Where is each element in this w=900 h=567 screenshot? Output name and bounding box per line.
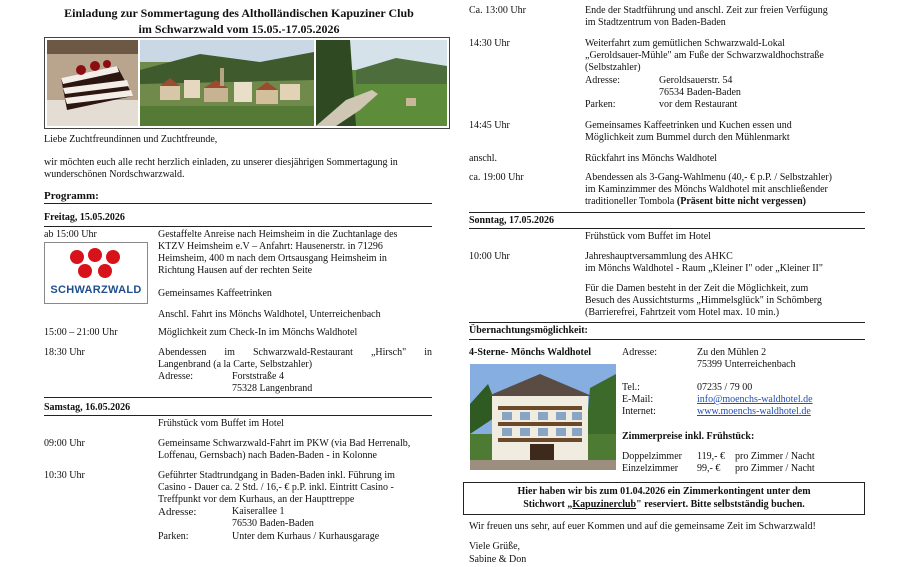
saturday-time-1: 09:00 Uhr (44, 438, 85, 449)
friday-desc-1-line-3: Heimsheim, 400 m nach dem Ortsausgang Heimsheim in (158, 253, 387, 264)
saturday-time-6: anschl. (469, 153, 498, 164)
friday-desc-4: Möglichkeit zum Check-In im Mönchs Waldhotel (158, 327, 358, 338)
notice-suffix: " reserviert. Bitte selbstständig buchen. (636, 499, 805, 510)
programm-heading: Programm: (44, 190, 99, 202)
booking-notice-line-2 (464, 499, 864, 512)
saturday-time-2: 10:30 Uhr (44, 470, 85, 481)
double-room-unit: pro Zimmer / Nacht (735, 451, 815, 462)
saturday-address-1: Kaiserallee 1 (232, 506, 285, 517)
saturday-time-5: 14:45 Uhr (469, 120, 510, 131)
greeting: Liebe Zuchtfreundinnen und Zuchtfreunde, (44, 134, 218, 145)
saturday-desc-3-line-2: im Stadtzentrum von Baden-Baden (585, 17, 726, 28)
saturday-desc-6: Rückfahrt ins Mönchs Waldhotel (585, 153, 718, 164)
single-room-label: Einzelzimmer (622, 463, 679, 474)
friday-desc-1-line-2: KTZV Heimsheim e.V – Anfahrt: Hausenerstr. in 71296 (158, 241, 383, 252)
intro-line-1: wir möchten euch alle recht herzlich einladen, zu unserer diesjährigen Sommertagung in (44, 157, 398, 168)
hotel-web-link[interactable]: www.moenchs-waldhotel.de (697, 406, 811, 417)
signature: Sabine & Don (469, 554, 527, 565)
saturday-time-7: ca. 19:00 Uhr (469, 172, 524, 183)
single-room-unit: pro Zimmer / Nacht (735, 463, 815, 474)
friday-desc-1-line-1: Gestaffelte Anreise nach Heimsheim in die Zuchtanlage des (158, 229, 398, 240)
accommodation-heading: Übernachtungsmöglichkeit: (469, 325, 588, 336)
friday-time-1: ab 15:00 Uhr (44, 229, 97, 240)
sunday-desc-0: Frühstück vom Buffet im Hotel (585, 231, 711, 242)
booking-notice-box (463, 482, 865, 515)
saturday-time-3: Ca. 13:00 Uhr (469, 5, 526, 16)
friday-time-5: 18:30 Uhr (44, 347, 85, 358)
cake-photo (47, 40, 138, 126)
single-room-price: 99,- € (697, 463, 721, 474)
saturday-desc-5-line-2: Möglichkeit zum Bummel durch den Mühlenmarkt (585, 132, 790, 143)
saturday-desc-5-line-1: Gemeinsames Kaffeetrinken und Kuchen essen und (585, 120, 792, 131)
saturday-desc-7-line-2: im Kaminzimmer des Mönchs Waldhotel mit anschließender (585, 184, 828, 195)
sunday-desc-2-line-1: Für die Damen besteht in der Zeit die Möglichkeit, zum (585, 283, 809, 294)
saturday-desc-3-line-1: Ende der Stadtführung und anschl. Zeit zur freien Verfügung (585, 5, 828, 16)
schwarzwald-logo (44, 242, 148, 304)
saturday-desc-1-line-1: Gemeinsame Schwarzwald-Fahrt im PKW (via Bad Herrenalb, (158, 438, 411, 449)
hotel-email-label: E-Mail: (622, 394, 654, 405)
sunday-desc-1-line-1: Jahreshauptversammlung des AHKC (585, 251, 733, 262)
friday-address-1: Forststraße 4 (232, 371, 284, 382)
sunday-desc-2-line-2: Besuch des Aussichtsturms „Himmelsglück" in Schömberg (585, 295, 822, 306)
sunday-heading: Sonntag, 17.05.2026 (469, 215, 555, 226)
divider (469, 339, 865, 340)
saturday-address-2: 76530 Baden-Baden (232, 518, 314, 529)
saturday-restaurant-parking-label: Parken: (585, 99, 616, 110)
friday-time-4: 15:00 – 21:00 Uhr (44, 327, 118, 338)
saturday-desc-4-line-1: Weiterfahrt zum gemütlichen Schwarzwald-Lokal (585, 38, 785, 49)
hotel-name: 4-Sterne- Mönchs Waldhotel (469, 347, 592, 358)
saturday-time-4: 14:30 Uhr (469, 38, 510, 49)
regards: Viele Grüße, (469, 541, 521, 552)
divider (469, 322, 865, 323)
hotel-address-2: 75399 Unterreichenbach (697, 359, 796, 370)
saturday-restaurant-address-label: Adresse: (585, 75, 620, 86)
friday-address-label: Adresse: (158, 371, 193, 382)
tombola-note: (Präsent bitte nicht vergessen) (676, 196, 807, 207)
right-column (469, 0, 893, 567)
saturday-desc-1-line-2: Loffenau, Gernsbach) nach Baden-Baden - in Kolonne (158, 450, 377, 461)
friday-desc-3: Anschl. Fahrt ins Mönchs Waldhotel, Unterreichenbach (158, 309, 381, 320)
saturday-desc-4-line-3: (Selbstzahler) (585, 62, 641, 73)
divider (44, 397, 432, 398)
hotel-email-link[interactable]: info@moenchs-waldhotel.de (697, 394, 813, 405)
saturday-desc-2-line-2: Casino - Dauer ca. 2 Std. / 16,- € p.P. inkl. Eintritt Casino - (158, 482, 394, 493)
saturday-desc-2-line-3: Treffpunkt vor dem Kurhaus, an der Haupttreppe (158, 494, 355, 505)
sunday-desc-2-line-3: (Barrierefrei, Fahrtzeit vom Hotel max. 10 min.) (585, 307, 780, 318)
friday-address-2: 75328 Langenbrand (232, 383, 313, 394)
hotel-phone: 07235 / 79 00 (697, 382, 753, 393)
friday-desc-1-line-4: Richtung Hausen auf der rechten Seite (158, 265, 313, 276)
sunday-time-1: 10:00 Uhr (469, 251, 510, 262)
title-line-2: im Schwarzwald vom 15.05.-17.05.2026 (138, 22, 340, 36)
friday-desc-5-line-1: Abendessen im Schwarzwald-Restaurant „Hirsch" in (158, 347, 432, 358)
saturday-desc-7-line-1: Abendessen als 3-Gang-Wahlmenu (40,- € p.P. / Selbstzahler) (585, 172, 832, 183)
friday-heading: Freitag, 15.05.2026 (44, 212, 125, 223)
logo-text: SCHWARZWALD (50, 284, 142, 296)
saturday-parking-label: Parken: (158, 531, 189, 542)
booking-notice-line-1: Hier haben wir bis zum 01.04.2026 ein Zimmerkontingent unter dem (517, 486, 811, 497)
saturday-restaurant-address-2: 76534 Baden-Baden (659, 87, 741, 98)
double-room-price: 119,- € (697, 451, 725, 462)
divider (44, 226, 432, 227)
hotel-photo (470, 364, 616, 470)
saturday-desc-0: Frühstück vom Buffet im Hotel (158, 418, 284, 429)
notice-keyword: Kapuzinerclub (572, 499, 637, 510)
hotel-address-label: Adresse: (622, 347, 657, 358)
photo-strip (44, 37, 450, 129)
saturday-desc-7-line-3 (585, 196, 806, 209)
saturday-desc-2-line-1: Geführter Stadtrundgang in Baden-Baden inkl. Führung im (158, 470, 395, 481)
saturday-restaurant-parking: vor dem Restaurant (659, 99, 738, 110)
tombola-text: traditioneller Tombola (585, 196, 677, 207)
intro-line-2: wunderschönen Nordschwarzwald. (44, 169, 185, 180)
saturday-parking: Unter dem Kurhaus / Kurhausgarage (232, 531, 380, 542)
divider (469, 212, 865, 213)
bollenhut-icon (63, 247, 127, 281)
saturday-address-label: Adresse: (158, 506, 197, 518)
saturday-desc-4-line-2: „Geroldsauer-Mühle" am Fuße der Schwarzwaldhochstraße (585, 50, 824, 61)
notice-prefix: Stichwort „ (523, 499, 573, 510)
title-line-1: Einladung zur Sommertagung des Altholländischen Kapuziner Club (64, 6, 414, 20)
closing-sentence: Wir freuen uns sehr, auf euer Kommen und auf die gemeinsame Zeit im Schwarzwald! (469, 521, 816, 532)
hotel-phone-label: Tel.: (622, 382, 640, 393)
divider (44, 415, 432, 416)
town-photo (140, 40, 314, 126)
saturday-restaurant-address-1: Geroldsauerstr. 54 (659, 75, 733, 86)
friday-desc-5-line-2: Langenbrand (a la Carte, Selbstzahler) (158, 359, 313, 370)
friday-desc-2: Gemeinsames Kaffeetrinken (158, 288, 272, 299)
divider (44, 203, 432, 204)
hotel-web-label: Internet: (622, 406, 656, 417)
room-prices-heading: Zimmerpreise inkl. Frühstück: (622, 431, 755, 442)
saturday-heading: Samstag, 16.05.2026 (44, 402, 131, 413)
double-room-label: Doppelzimmer (622, 451, 682, 462)
hotel-address-1: Zu den Mühlen 2 (697, 347, 767, 358)
divider (469, 228, 865, 229)
sunday-desc-1-line-2: im Mönchs Waldhotel - Raum „Kleiner I" oder „Kleiner II" (585, 263, 823, 274)
valley-photo (316, 40, 447, 126)
